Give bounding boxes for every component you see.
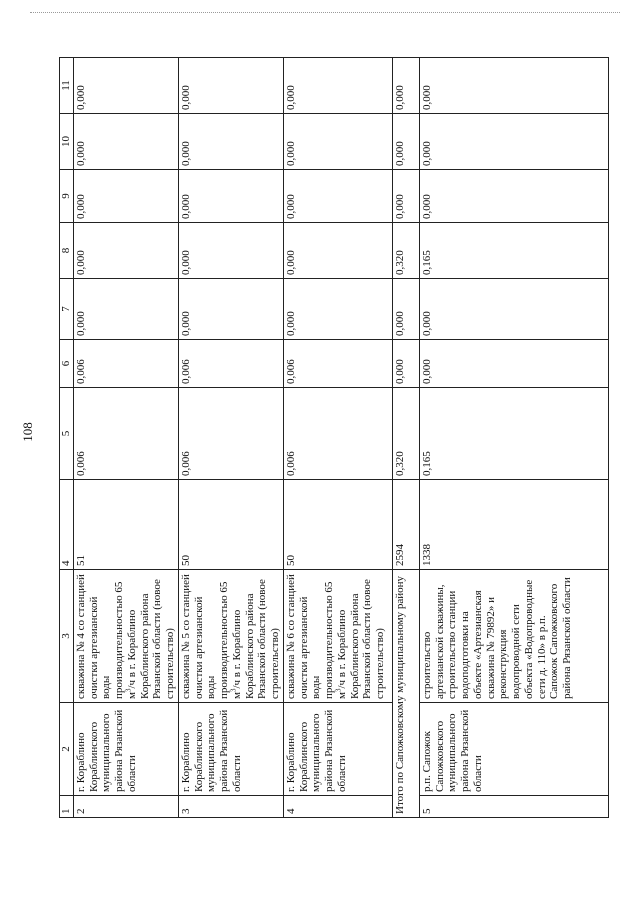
- total-label: Итого по Сапожковскому муниципальному району: [392, 570, 419, 818]
- column-number: 4: [60, 480, 74, 570]
- column-number-row: [60, 58, 74, 818]
- value-cell: 0,165: [419, 223, 608, 279]
- rotated-table-sheet: [59, 58, 609, 818]
- value-cell: 0,000: [283, 223, 392, 279]
- value-cell: 0,000: [392, 114, 419, 170]
- object-cell: скважина № 5 со станцией очистки артезианской воды производительностью 65 $м^3/ч$ в г. Кораблино Кораблинского района Рязанской области (новое строительство): [178, 570, 283, 703]
- column-number: 11: [60, 58, 74, 114]
- scan-edge-dots: [30, 12, 620, 13]
- column-number: 8: [60, 223, 74, 279]
- value-cell: 0,006: [283, 340, 392, 388]
- table-row: [178, 58, 283, 818]
- value-cell: 0,000: [178, 58, 283, 114]
- value-cell: 0,000: [283, 279, 392, 340]
- place-cell: г. Кораблино Кораблинского муниципального района Рязанской области: [283, 703, 392, 796]
- value-cell: 0,320: [392, 388, 419, 480]
- value-cell: 0,000: [392, 340, 419, 388]
- value-cell: 0,000: [392, 170, 419, 223]
- table-row: [283, 58, 392, 818]
- total-row: [392, 58, 419, 818]
- column-number: 6: [60, 340, 74, 388]
- value-cell: 1338: [419, 480, 608, 570]
- object-cell: скважина № 6 со станцией очистки артезианской воды производительностью 65 $м^3/ч$ в г. Кораблино Кораблинского района Рязанской области (новое строительство): [283, 570, 392, 703]
- column-number: 2: [60, 703, 74, 796]
- value-cell: 0,000: [419, 340, 608, 388]
- value-cell: 0,000: [73, 223, 178, 279]
- value-cell: 0,000: [283, 114, 392, 170]
- value-cell: 0,006: [73, 388, 178, 480]
- value-cell: 0,000: [392, 279, 419, 340]
- value-cell: 0,000: [283, 170, 392, 223]
- value-cell: 0,000: [73, 114, 178, 170]
- value-cell: 0,000: [419, 114, 608, 170]
- value-cell: 0,000: [419, 279, 608, 340]
- row-number: 4: [283, 796, 392, 818]
- value-cell: 0,000: [73, 58, 178, 114]
- column-number: 1: [60, 796, 74, 818]
- value-cell: 0,000: [419, 170, 608, 223]
- value-cell: 0,000: [178, 223, 283, 279]
- column-number: 10: [60, 114, 74, 170]
- value-cell: 0,320: [392, 223, 419, 279]
- row-number: 5: [419, 796, 608, 818]
- value-cell: 0,000: [178, 114, 283, 170]
- value-cell: 0,000: [178, 170, 283, 223]
- column-number: 9: [60, 170, 74, 223]
- value-cell: 0,006: [178, 388, 283, 480]
- value-cell: 0,000: [283, 58, 392, 114]
- value-cell: 2594: [392, 480, 419, 570]
- table-row: [419, 58, 608, 818]
- place-cell: г. Кораблино Кораблинского муниципального района Рязанской области: [73, 703, 178, 796]
- row-number: 2: [73, 796, 178, 818]
- column-number: 5: [60, 388, 74, 480]
- value-cell: 0,006: [283, 388, 392, 480]
- data-table: [59, 57, 609, 818]
- value-cell: 50: [283, 480, 392, 570]
- value-cell: 0,165: [419, 388, 608, 480]
- table-row: [73, 58, 178, 818]
- value-cell: 0,000: [73, 170, 178, 223]
- place-cell: р.п. Сапожок Сапожковского муниципального района Рязанской области: [419, 703, 608, 796]
- column-number: 3: [60, 570, 74, 703]
- value-cell: 0,000: [178, 279, 283, 340]
- object-cell: скважина № 4 со станцией очистки артезианской воды производительностью 65 $м^3/ч$ в г. Кораблино Кораблинского района Рязанской области (новое строительство): [73, 570, 178, 703]
- row-number: 3: [178, 796, 283, 818]
- page-number: 108: [20, 422, 35, 442]
- place-cell: г. Кораблино Кораблинского муниципального района Рязанской области: [178, 703, 283, 796]
- value-cell: 0,000: [392, 58, 419, 114]
- value-cell: 0,006: [178, 340, 283, 388]
- value-cell: 0,006: [73, 340, 178, 388]
- value-cell: 0,000: [419, 58, 608, 114]
- column-number: 7: [60, 279, 74, 340]
- value-cell: 0,000: [73, 279, 178, 340]
- value-cell: 50: [178, 480, 283, 570]
- object-cell: строительство артезианской скважины, строительство станции водоподготовки на объекте «Артезианская скважина № 79892» и реконструкция водопроводной сети объекта «Водопроводные сети д. 110» в р.п. Сапожок Сапожковского района Рязанской области: [419, 570, 608, 703]
- value-cell: 51: [73, 480, 178, 570]
